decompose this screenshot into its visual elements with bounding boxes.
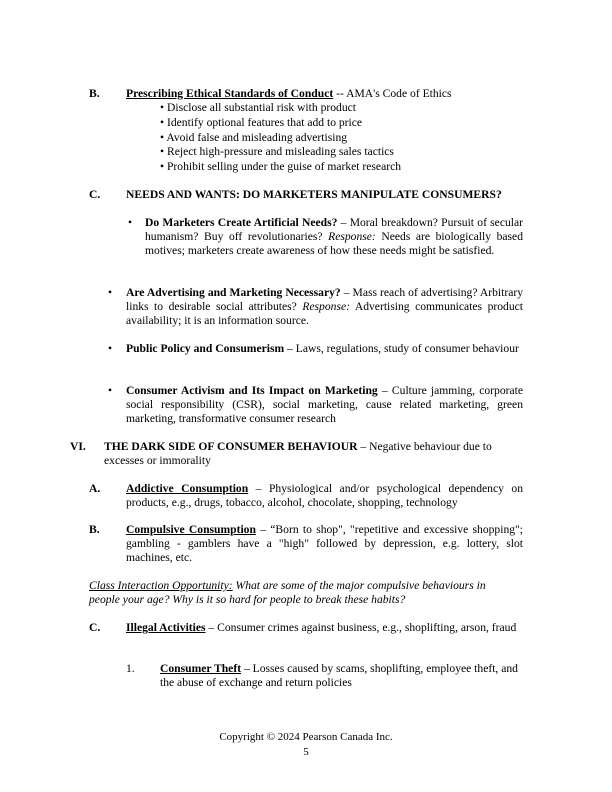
consumer-theft: Consumer Theft – Losses caused by scams, shoplifting, employee theft, and the abuse of exchange and return policies bbox=[160, 662, 518, 689]
section-vi-b-letter: B. bbox=[89, 523, 100, 536]
illegal-activities: Illegal Activities – Consumer crimes against business, e.g., shoplifting, arson, fraud bbox=[126, 621, 517, 634]
list-item: • Avoid false and misleading advertising bbox=[160, 130, 348, 144]
ethics-bullet-list bbox=[160, 101, 520, 175]
list-item: Public Policy and Consumerism – Laws, regulations, study of consumer behaviour bbox=[126, 342, 519, 355]
bullet: • bbox=[108, 342, 113, 355]
list-item: Are Advertising and Marketing Necessary? – Mass reach of advertising? Arbitrary links to desirable social attributes? Response: Advertising communicates product availability; it is an information source. bbox=[126, 286, 523, 327]
section-c-title: NEEDS AND WANTS: DO MARKETERS MANIPULATE CONSUMERS? bbox=[126, 188, 502, 201]
list-item: • Reject high-pressure and misleading sales tactics bbox=[160, 145, 394, 159]
bullet: • bbox=[128, 216, 133, 229]
section-vi-c-letter: C. bbox=[89, 621, 101, 634]
section-b-title: Prescribing Ethical Standards of Conduct bbox=[126, 87, 334, 100]
section-b-rest: -- AMA's Code of Ethics bbox=[333, 87, 452, 100]
list-item: • Disclose all substantial risk with product bbox=[160, 101, 356, 114]
addictive-consumption: Addictive Consumption – Physiological and/or psychological dependency on products, e.g., drugs, tobacco, alcohol, chocolate, shopping, technology bbox=[126, 482, 523, 509]
class-interaction-opportunity: Class Interaction Opportunity: What are some of the major compulsive behaviours in people your age? Why is it so hard for people to break these habits? bbox=[89, 579, 486, 606]
bullet: • bbox=[108, 384, 113, 397]
footer-copyright: Copyright © 2024 Pearson Canada Inc. bbox=[219, 731, 393, 743]
consumer-theft-number: 1. bbox=[126, 662, 135, 675]
list-item: • Identify optional features that add to price bbox=[160, 115, 363, 129]
list-item: Do Marketers Create Artificial Needs? – Moral breakdown? Pursuit of secular humanism? Buy off revolutionaries? Response: Needs are biologically based motives; marketers create awareness of how these needs might be satisfied. bbox=[145, 216, 523, 257]
compulsive-consumption: Compulsive Consumption – “Born to shop", "repetitive and excessive shopping"; gambling - gamblers have a "high" followed by depression, e.g. lottery, slot machines, etc. bbox=[126, 523, 523, 564]
section-vi-numeral: VI. bbox=[70, 440, 86, 453]
section-vi-a-letter: A. bbox=[89, 482, 101, 495]
list-item: • Prohibit selling under the guise of market research bbox=[160, 160, 402, 174]
section-b-heading bbox=[126, 87, 546, 101]
section-b-letter: B. bbox=[89, 87, 100, 100]
list-item: Consumer Activism and Its Impact on Marketing – Culture jamming, corporate social responsibility (CSR), social marketing, cause related marketing, green marketing, transformative consumer research bbox=[126, 384, 524, 425]
page-number: 5 bbox=[303, 746, 309, 758]
section-vi-heading: THE DARK SIDE OF CONSUMER BEHAVIOUR – Negative behaviour due to excesses or immorality bbox=[104, 440, 492, 467]
bullet: • bbox=[108, 286, 113, 299]
section-c-letter: C. bbox=[89, 188, 101, 201]
